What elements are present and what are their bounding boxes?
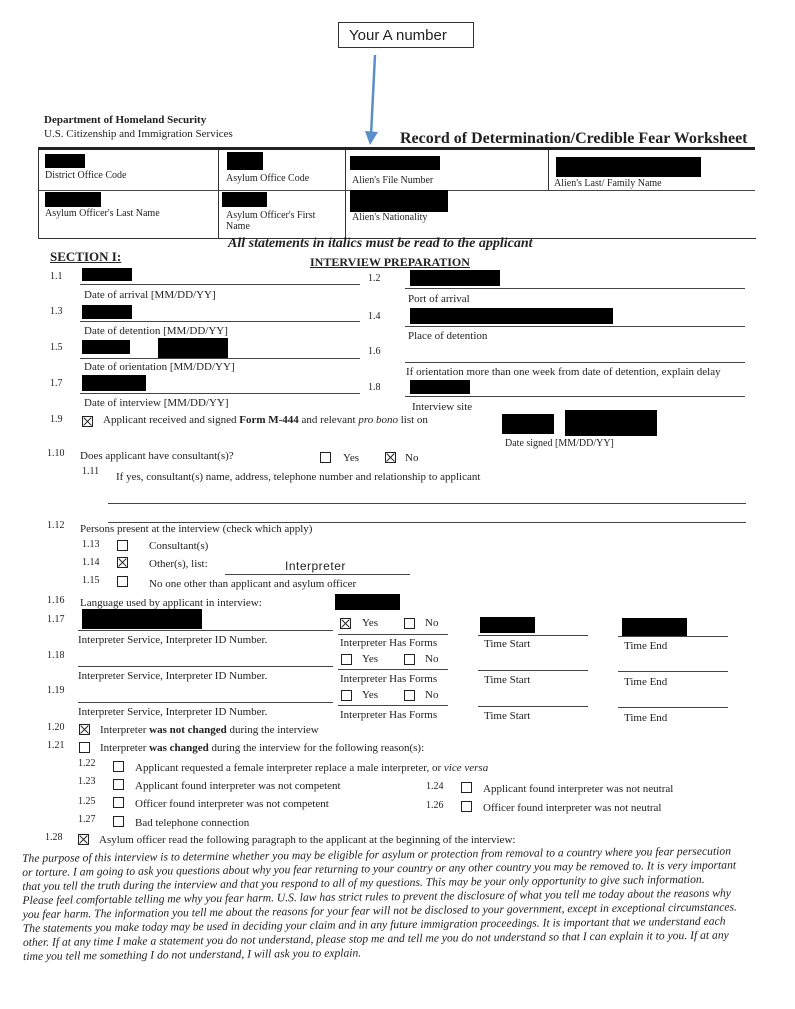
field-line bbox=[405, 326, 745, 327]
italics-notice: All statements in italics must be read to the applicant bbox=[228, 236, 533, 251]
redacted-officer-first-name bbox=[222, 192, 267, 207]
interp-changed-checkbox[interactable] bbox=[79, 742, 90, 753]
item-number: 1.5 bbox=[50, 342, 63, 353]
officer-read-label: Asylum officer read the following paragraph to the applicant at the beginning of the interview: bbox=[99, 834, 516, 846]
table-divider bbox=[345, 150, 346, 238]
consultant-yes-checkbox[interactable] bbox=[320, 452, 331, 463]
item-number: 1.12 bbox=[47, 520, 65, 531]
field-line bbox=[618, 636, 728, 637]
officer-first-name-label: Asylum Officer's First Name bbox=[226, 210, 316, 232]
field-line bbox=[338, 705, 448, 706]
redacted-officer-last-name bbox=[45, 192, 101, 207]
interp2-service-label: Interpreter Service, Interpreter ID Number. bbox=[78, 670, 268, 682]
officer-not-neutral-label: Officer found interpreter was not neutral bbox=[483, 802, 662, 814]
item-number: 1.27 bbox=[78, 814, 96, 825]
interp3-no-label: No bbox=[425, 689, 439, 701]
item-number: 1.16 bbox=[47, 595, 65, 606]
district-office-code-label: District Office Code bbox=[45, 170, 127, 181]
no-one-label: No one other than applicant and asylum officer bbox=[149, 578, 357, 590]
redacted-district-code bbox=[45, 154, 85, 168]
item-number: 1.18 bbox=[47, 650, 65, 661]
table-divider bbox=[218, 150, 219, 238]
others-checkbox[interactable] bbox=[117, 557, 128, 568]
field-line bbox=[80, 284, 360, 285]
interp2-forms-label: Interpreter Has Forms bbox=[340, 673, 438, 685]
port-of-arrival-label: Port of arrival bbox=[408, 293, 470, 305]
interp2-time-end-label: Time End bbox=[624, 676, 668, 688]
item-number: 1.25 bbox=[78, 796, 96, 807]
interp3-time-end-label: Time End bbox=[624, 712, 668, 724]
field-line bbox=[405, 288, 745, 289]
redacted-value bbox=[82, 340, 130, 354]
date-of-orientation-label: Date of orientation [MM/DD/YY] bbox=[84, 361, 235, 373]
interp1-yes-checkbox[interactable] bbox=[340, 618, 351, 629]
officer-read-checkbox[interactable] bbox=[78, 834, 89, 845]
section-title: SECTION I: bbox=[50, 249, 122, 264]
interp-not-changed-checkbox[interactable] bbox=[79, 724, 90, 735]
m444-checkbox[interactable] bbox=[82, 416, 93, 427]
interp2-no-label: No bbox=[425, 653, 439, 665]
redacted-last-name bbox=[556, 157, 701, 177]
field-line bbox=[405, 362, 745, 363]
interp2-no-checkbox[interactable] bbox=[404, 654, 415, 665]
date-of-arrival-label: Date of arrival [MM/DD/YY] bbox=[84, 289, 216, 301]
redacted-value bbox=[158, 338, 228, 358]
interp3-no-checkbox[interactable] bbox=[404, 690, 415, 701]
applicant-not-neutral-label: Applicant found interpreter was not neutral bbox=[483, 783, 674, 795]
field-line bbox=[78, 630, 333, 631]
field-line bbox=[225, 574, 410, 575]
redacted-value bbox=[622, 618, 687, 636]
redacted-value bbox=[82, 609, 202, 629]
officer-not-competent-checkbox[interactable] bbox=[113, 797, 124, 808]
field-line bbox=[478, 635, 588, 636]
field-line bbox=[338, 669, 448, 670]
interp1-time-end-label: Time End bbox=[624, 640, 668, 652]
table-divider bbox=[548, 150, 549, 190]
interp3-yes-checkbox[interactable] bbox=[341, 690, 352, 701]
bad-phone-label: Bad telephone connection bbox=[135, 817, 250, 829]
consultant-yes-label: Yes bbox=[343, 452, 360, 464]
field-line bbox=[478, 706, 588, 707]
item-number: 1.7 bbox=[50, 378, 63, 389]
applicant-not-competent-label: Applicant found interpreter was not competent bbox=[135, 780, 341, 792]
redacted-value bbox=[335, 594, 400, 610]
item-number: 1.28 bbox=[45, 832, 63, 843]
redacted-nationality bbox=[350, 190, 448, 212]
redacted-value bbox=[82, 375, 146, 391]
redacted-value bbox=[565, 410, 657, 436]
interp1-no-checkbox[interactable] bbox=[404, 618, 415, 629]
item-number: 1.3 bbox=[50, 306, 63, 317]
interp1-service-label: Interpreter Service, Interpreter ID Number. bbox=[78, 634, 268, 646]
item-number: 1.8 bbox=[368, 382, 381, 393]
place-of-detention-label: Place of detention bbox=[408, 330, 488, 342]
item-number: 1.17 bbox=[47, 614, 65, 625]
applicant-not-neutral-checkbox[interactable] bbox=[461, 782, 472, 793]
redacted-asylum-office-code bbox=[227, 152, 263, 170]
interp3-forms-label: Interpreter Has Forms bbox=[340, 709, 438, 721]
asylum-office-code-label: Asylum Office Code bbox=[226, 173, 310, 184]
field-line bbox=[78, 666, 333, 667]
item-number: 1.26 bbox=[426, 800, 444, 811]
interp3-service-label: Interpreter Service, Interpreter ID Number. bbox=[78, 706, 268, 718]
alien-nationality-label: Alien's Nationality bbox=[352, 212, 428, 223]
item-number: 1.14 bbox=[82, 557, 100, 568]
alien-last-name-label: Alien's Last/ Family Name bbox=[554, 178, 662, 189]
item-number: 1.23 bbox=[78, 776, 96, 787]
applicant-not-competent-checkbox[interactable] bbox=[113, 779, 124, 790]
consultant-no-checkbox[interactable] bbox=[385, 452, 396, 463]
item-number: 1.22 bbox=[78, 758, 96, 769]
item-number: 1.20 bbox=[47, 722, 65, 733]
sub-agency-name: U.S. Citizenship and Immigration Services bbox=[44, 128, 233, 140]
field-line bbox=[618, 671, 728, 672]
others-value: Interpreter bbox=[285, 559, 346, 573]
officer-not-neutral-checkbox[interactable] bbox=[461, 801, 472, 812]
callout-arrow bbox=[360, 55, 390, 147]
date-signed-label: Date signed [MM/DD/YY] bbox=[505, 438, 614, 449]
item-number: 1.21 bbox=[47, 740, 65, 751]
item-number: 1.2 bbox=[368, 273, 381, 284]
item-number: 1.6 bbox=[368, 346, 381, 357]
item-number: 1.1 bbox=[50, 271, 63, 282]
persons-present-label: Persons present at the interview (check which apply) bbox=[80, 523, 313, 535]
others-label: Other(s), list: bbox=[149, 558, 208, 570]
a-number-callout: Your A number bbox=[338, 22, 474, 48]
orientation-explain-label: If orientation more than one week from date of detention, explain delay bbox=[406, 366, 721, 378]
interp1-no-label: No bbox=[425, 617, 439, 629]
item-number: 1.13 bbox=[82, 539, 100, 550]
bad-phone-checkbox[interactable] bbox=[113, 816, 124, 827]
item-number: 1.11 bbox=[82, 466, 100, 477]
interp2-yes-label: Yes bbox=[362, 653, 379, 665]
item-number: 1.19 bbox=[47, 685, 65, 696]
interp1-time-start-label: Time Start bbox=[484, 638, 531, 650]
redacted-value bbox=[82, 305, 132, 319]
interp2-time-start-label: Time Start bbox=[484, 674, 531, 686]
read-aloud-paragraph: The purpose of this interview is to determine whether you may be eligible for asylum or protection from removal to a country where you fear persecution or torture. I am going to ask you questions about why you fear returning to your country or any other country you may be removed to. It is very important that you tell the truth during the interview and that you respond to all of my questions. This may be your only opportunity to give such information. Please feel comfortable telling me why you fear harm. U.S. law has strict rules to prevent the disclosure of what you tell me today about the reasons why you fear harm. The information you tell me about the reasons for your fear will not be disclosed to your government, except in exceptional circumstances. The statements you make today may be used in deciding your claim and in any future immigration proceedings. It is important that we understand each other. If at any time I make a statement you do not understand, please stop me and tell me you do not understand so that I can explain it to you. If at any time you tell me something I do not understand, I will ask you to explain. bbox=[22, 844, 737, 963]
date-of-detention-label: Date of detention [MM/DD/YY] bbox=[84, 325, 228, 337]
field-line bbox=[405, 396, 745, 397]
item-number: 1.15 bbox=[82, 575, 100, 586]
item-number: 1.4 bbox=[368, 311, 381, 322]
redacted-value bbox=[480, 617, 535, 633]
interview-site-label: Interview site bbox=[412, 401, 473, 413]
interp1-forms-label: Interpreter Has Forms bbox=[340, 637, 438, 649]
m444-statement: Applicant received and signed Form M-444 and relevant pro bono list on bbox=[103, 414, 428, 426]
interp-not-changed-label: Interpreter was not changed during the interview bbox=[100, 724, 319, 736]
date-of-interview-label: Date of interview [MM/DD/YY] bbox=[84, 397, 229, 409]
field-line bbox=[78, 702, 333, 703]
field-line bbox=[80, 393, 360, 394]
item-number: 1.9 bbox=[50, 414, 63, 425]
interp2-yes-checkbox[interactable] bbox=[341, 654, 352, 665]
officer-last-name-label: Asylum Officer's Last Name bbox=[45, 208, 160, 219]
field-line bbox=[478, 670, 588, 671]
consultant-question: Does applicant have consultant(s)? bbox=[80, 450, 234, 462]
field-line bbox=[80, 358, 360, 359]
consultants-label: Consultant(s) bbox=[149, 540, 209, 552]
redacted-value bbox=[502, 414, 554, 434]
interp3-time-start-label: Time Start bbox=[484, 710, 531, 722]
female-interp-checkbox[interactable] bbox=[113, 761, 124, 772]
redacted-value bbox=[410, 270, 500, 286]
redacted-value bbox=[82, 268, 132, 281]
field-line bbox=[80, 321, 360, 322]
consultants-checkbox[interactable] bbox=[117, 540, 128, 551]
agency-name: Department of Homeland Security bbox=[44, 114, 207, 126]
redacted-value bbox=[410, 380, 470, 394]
officer-not-competent-label: Officer found interpreter was not competent bbox=[135, 798, 329, 810]
form-title: Record of Determination/Credible Fear Worksheet bbox=[400, 130, 748, 147]
female-interp-label: Applicant requested a female interpreter replace a male interpreter, or vice versa bbox=[135, 762, 489, 774]
redacted-file-number bbox=[350, 156, 440, 170]
no-one-checkbox[interactable] bbox=[117, 576, 128, 587]
consultant-no-label: No bbox=[405, 452, 419, 464]
interp-changed-label: Interpreter was changed during the interview for the following reason(s): bbox=[100, 742, 425, 754]
item-number: 1.10 bbox=[47, 448, 65, 459]
alien-file-number-label: Alien's File Number bbox=[352, 175, 434, 186]
interp3-yes-label: Yes bbox=[362, 689, 379, 701]
language-used-label: Language used by applicant in interview: bbox=[80, 597, 262, 609]
item-number: 1.24 bbox=[426, 781, 444, 792]
consultant-details-label: If yes, consultant(s) name, address, telephone number and relationship to applicant bbox=[116, 471, 481, 483]
section-subtitle: INTERVIEW PREPARATION bbox=[310, 255, 470, 269]
field-line bbox=[108, 503, 746, 504]
field-line bbox=[338, 634, 448, 635]
redacted-value bbox=[410, 308, 613, 324]
interp1-yes-label: Yes bbox=[362, 617, 379, 629]
field-line bbox=[618, 707, 728, 708]
